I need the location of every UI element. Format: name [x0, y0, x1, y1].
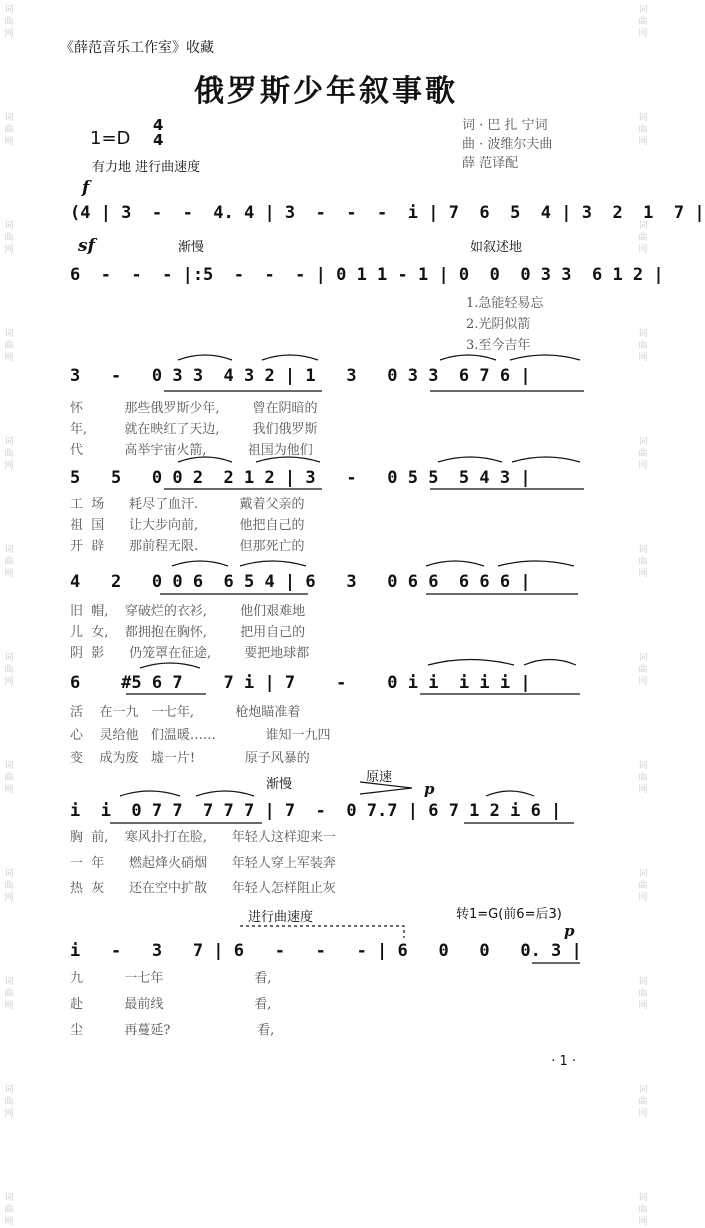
slur: [140, 663, 200, 668]
time-signature: [153, 118, 163, 148]
lyric-line-7-verse-1: 胸 前, 寒风扑打在脸, 年轻人这样迎来一: [70, 830, 336, 845]
lyric-line-8-verse-2: 赴 最前线 看,: [70, 997, 272, 1012]
time-bottom: 4: [153, 131, 164, 149]
lyric-line-6-verse-1: 活 在一九 一七年, 枪炮瞄准着: [70, 705, 301, 720]
lyric-line-4-verse-3: 开 辟 那前程无限. 但那死亡的: [70, 539, 305, 554]
notation-line-7: i i 0 7 7 7 7 7 | 7 - 0 7.7 | 6 7 1 2 i 6 |: [70, 801, 562, 821]
slur: [438, 457, 502, 462]
slur: [428, 660, 514, 666]
notation-line-4: 5 5 0 0 2 2 1 2 | 3 - 0 5 5 5 4 3 |: [70, 468, 531, 488]
lyric-line-3-verse-3: 代 高举宇宙火箭, 祖国为他们: [70, 443, 313, 458]
ritardando-mark-2: 渐慢: [266, 777, 293, 792]
lyric-line-7-verse-2: 一 年 燃起烽火硝烟 年轻人穿上军装奔: [70, 856, 336, 871]
march-tempo-mark: 进行曲速度: [248, 910, 314, 925]
credit-translator: 薛 范译配: [462, 156, 519, 171]
notation-line-6: 6 #5 6 7 7 i | 7 - 0 i i i i i |: [70, 673, 531, 693]
slur: [172, 561, 228, 566]
lyric-line-6-verse-2: 心 灵给他 们温暖…… 谁知一九四: [70, 728, 331, 743]
slur: [440, 355, 496, 360]
dynamic-piano-2: p: [564, 922, 575, 940]
lyric-line-4-verse-1: 工 场 耗尽了血汗. 戴着父亲的: [70, 497, 305, 512]
lyric-line-4-verse-2: 祖 国 让大步向前, 他把自己的: [70, 518, 305, 533]
watermark-left: 词 曲 网 词 曲 网 词 曲 网 词 曲 网 词 曲 网 词 曲 网 词 曲 网 词 曲 网 词 曲 网 词 曲 网 词 曲 网 词 曲 网: [4, 5, 14, 1227]
lyric-line-2-verse-2: 2.光阴似箭: [466, 317, 531, 332]
slur: [486, 791, 534, 796]
a-tempo-mark: 原速: [366, 770, 393, 785]
tempo-bracket: [240, 926, 404, 938]
notation-line-3: 3 - 0 3 3 4 3 2 | 1 3 0 3 3 6 7 6 |: [70, 366, 531, 386]
slur: [510, 355, 580, 360]
lyric-line-5-verse-3: 阴 影 仍笼罩在征途, 要把地球都: [70, 646, 310, 661]
lyric-line-2-verse-1: 1.急能轻易忘: [466, 296, 544, 311]
notation-line-8: i - 3 7 | 6 - - - | 6 0 0 0. 3 |: [70, 941, 582, 961]
slur: [524, 660, 576, 666]
slur: [512, 457, 580, 462]
ritardando-mark: 渐慢: [178, 240, 205, 255]
credits: [462, 116, 552, 173]
modulation-mark: 转1=G(前6=后3): [456, 907, 562, 922]
dynamic-sforzando: sf: [78, 236, 95, 256]
lyric-line-5-verse-1: 旧 帽, 穿破烂的衣衫, 他们艰难地: [70, 604, 306, 619]
slur: [178, 355, 232, 360]
lyric-line-6-verse-3: 变 成为废 墟一片! 原子风暴的: [70, 751, 310, 766]
credit-lyricist: 词 · 巴 扎 宁词: [462, 118, 548, 133]
credit-composer: 曲 · 波维尔夫曲: [462, 137, 553, 152]
slur: [120, 791, 180, 796]
slur: [498, 561, 574, 566]
tempo-marking: 有力地 进行曲速度: [92, 160, 201, 175]
key-signature: 1=D: [90, 128, 131, 149]
narrative-mark: 如叙述地: [470, 240, 523, 255]
slur: [196, 791, 254, 796]
lyric-line-5-verse-2: 儿 女, 都拥抱在胸怀, 把用自己的: [70, 625, 306, 640]
lyric-line-8-verse-1: 九 一七年 看,: [70, 971, 272, 986]
page-number: · 1 ·: [551, 1054, 576, 1069]
notation-line-1: (4 | 3 - - 4. 4 | 3 - - - i | 7 6 5 4 | 3 2 1 7 |: [70, 203, 705, 223]
dynamic-forte: f: [82, 178, 90, 198]
slur: [426, 561, 484, 566]
watermark-right: 词 曲 网 词 曲 网 词 曲 网 词 曲 网 词 曲 网 词 曲 网 词 曲 网 词 曲 网 词 曲 网 词 曲 网 词 曲 网 词 曲 网: [638, 5, 648, 1227]
song-title: 俄罗斯少年叙事歌: [194, 74, 458, 109]
collection-note: 《薛范音乐工作室》收藏: [60, 40, 214, 56]
lyric-line-3-verse-2: 年, 就在映红了天边, 我们俄罗斯: [70, 422, 318, 437]
slur: [262, 355, 318, 360]
notation-line-5: 4 2 0 0 6 6 5 4 | 6 3 0 6 6 6 6 6 |: [70, 572, 531, 592]
slur: [240, 561, 306, 566]
lyric-line-2-verse-3: 3.至今吉年: [466, 338, 531, 353]
notation-line-2: 6 - - - |:5 - - - | 0 1 1 - 1 | 0 0 0 3 3 6 1 2 |: [70, 265, 664, 285]
lyric-line-3-verse-1: 怀 那些俄罗斯少年, 曾在阴暗的: [70, 401, 318, 416]
dynamic-piano: p: [424, 780, 435, 798]
lyric-line-7-verse-3: 热 灰 还在空中扩散 年轻人怎样阻止灰: [70, 881, 336, 896]
lyric-line-8-verse-3: 尘 再蔓延? 看,: [70, 1023, 275, 1038]
time-top: 4: [153, 116, 164, 134]
